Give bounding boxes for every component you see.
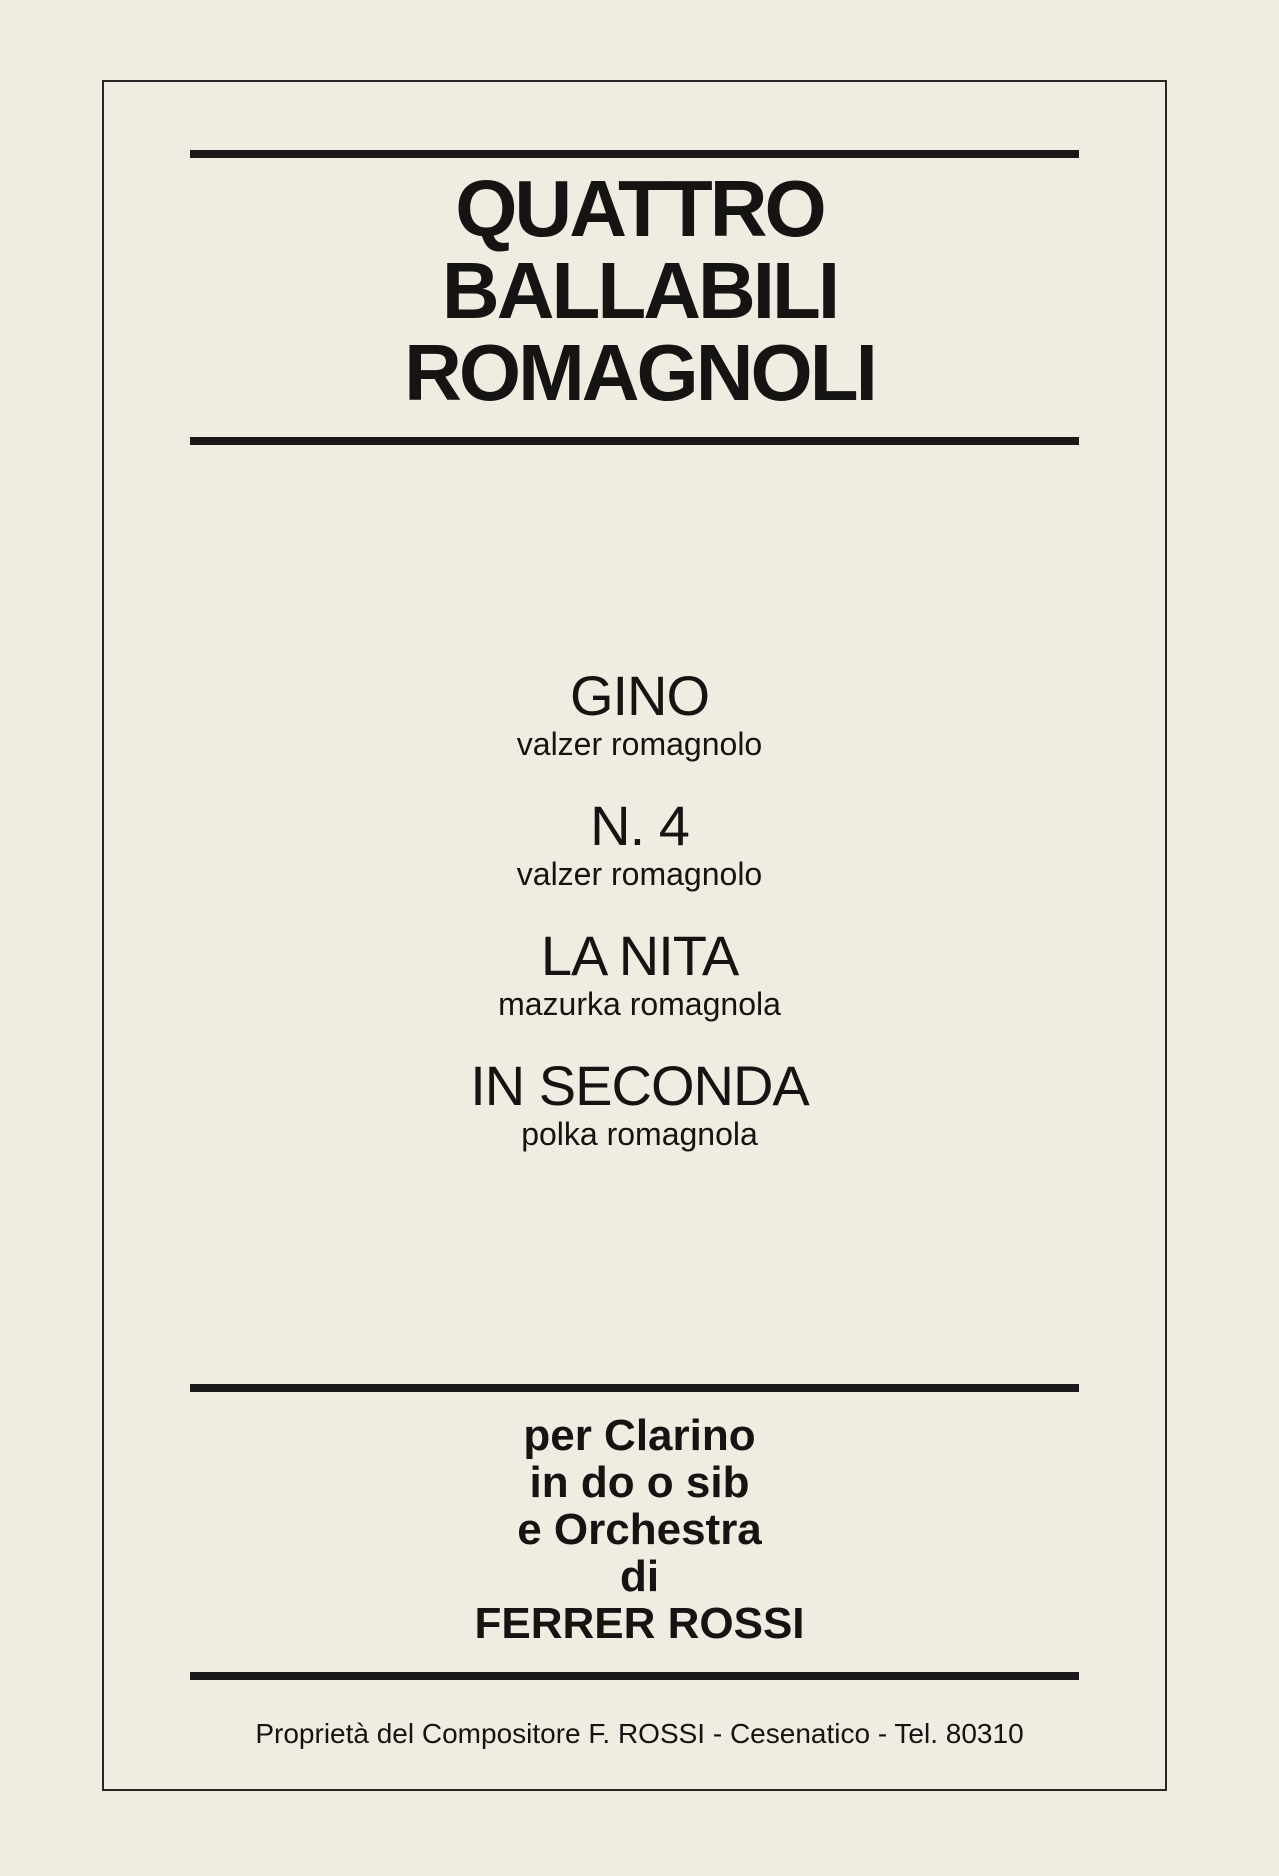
title-line-2: BALLABILI [441,246,838,335]
work-item [0,926,1279,1022]
credits-top-rule [190,1384,1079,1392]
title-line-1: QUATTRO [455,164,824,253]
work-title: LA NITA [540,924,739,987]
work-title: IN SECONDA [470,1054,809,1117]
work-subtitle: mazurka romagnola [498,986,781,1022]
credits-block [0,1412,1279,1647]
work-item [0,1056,1279,1152]
credits-line-3: e Orchestra [517,1505,762,1554]
credits-line-2: in do o sib [529,1458,750,1507]
work-subtitle: valzer romagnolo [516,726,763,762]
work-title: GINO [569,664,710,727]
main-title [0,164,1279,417]
credits-bottom-rule [190,1672,1079,1680]
work-subtitle: valzer romagnolo [516,856,763,892]
work-item [0,796,1279,892]
publisher-footer: Proprietà del Compositore F. ROSSI - Cesenatico - Tel. 80310 [255,1718,1024,1749]
work-subtitle: polka romagnola [521,1116,758,1152]
top-rule [190,150,1079,158]
work-title: N. 4 [590,794,689,857]
credits-line-4: di [619,1552,660,1601]
works-list [0,666,1279,1152]
credits-line-1: per Clarino [523,1411,756,1460]
work-item [0,666,1279,762]
title-bottom-rule [190,437,1079,445]
title-line-3: ROMAGNOLI [404,328,875,417]
composer-name: FERRER ROSSI [474,1599,805,1648]
